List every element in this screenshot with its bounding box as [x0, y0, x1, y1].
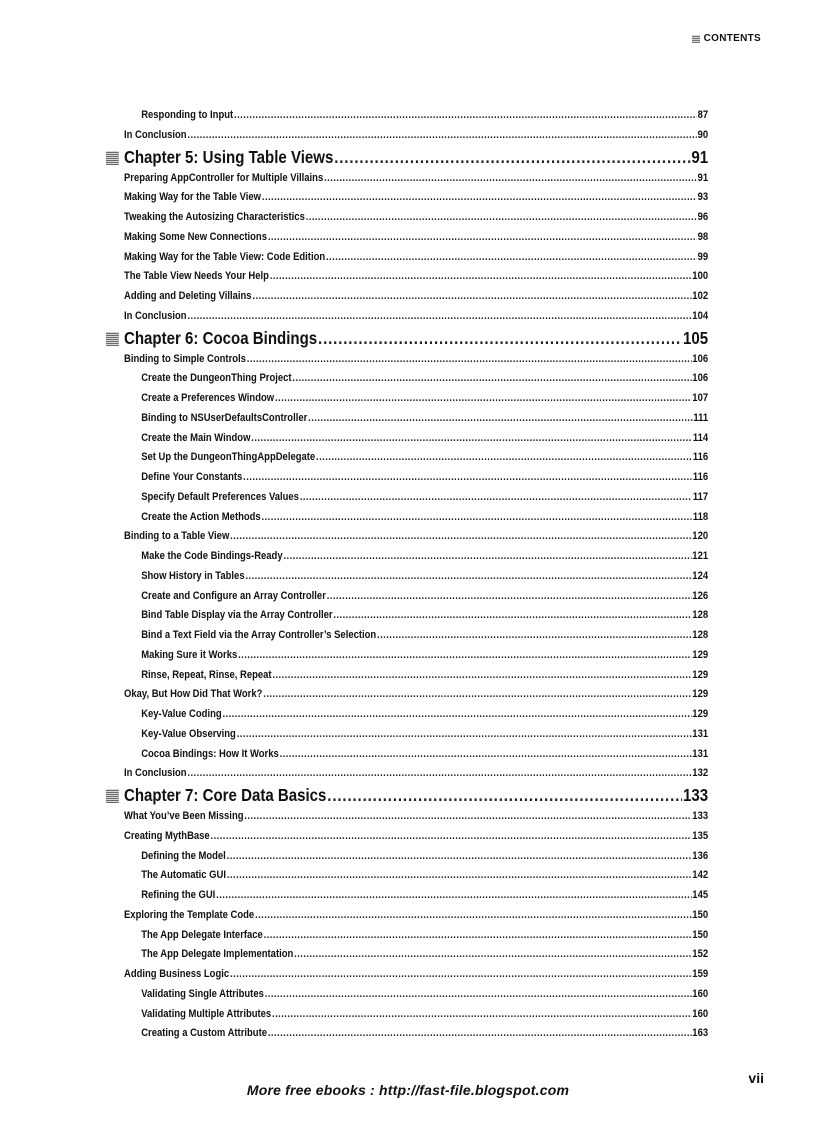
- dot-leader: [243, 468, 692, 488]
- toc-page: 116: [692, 471, 709, 483]
- toc-page: 102: [692, 290, 709, 302]
- toc-page: 87: [697, 109, 709, 121]
- toc-entry-row[interactable]: [124, 169, 708, 189]
- toc-entry-row[interactable]: [124, 369, 708, 389]
- dot-leader: [283, 547, 691, 567]
- dot-leader: [327, 784, 682, 807]
- table-of-contents: [124, 106, 708, 1044]
- chapter-square-icon: [106, 789, 119, 803]
- dot-leader: [263, 685, 691, 705]
- toc-page: 111: [693, 411, 709, 424]
- toc-page: 150: [692, 928, 709, 941]
- dot-leader: [252, 287, 691, 307]
- dot-leader: [211, 827, 692, 847]
- dot-leader: [324, 169, 697, 189]
- toc-page: 142: [692, 869, 709, 882]
- toc-title: The Table View Needs Your Help: [124, 270, 269, 283]
- toc-page: 129: [692, 708, 709, 720]
- toc-entry-row[interactable]: [124, 606, 708, 626]
- toc-title: The App Delegate Implementation: [141, 948, 294, 961]
- toc-entry-row[interactable]: [124, 267, 708, 287]
- toc-title: Specify Default Preferences Values: [141, 490, 299, 503]
- toc-page: 100: [692, 270, 709, 283]
- toc-entry-row[interactable]: [124, 307, 708, 327]
- toc-entry-row[interactable]: [124, 448, 708, 468]
- dot-leader: [308, 409, 692, 429]
- dot-leader: [262, 508, 692, 528]
- toc-page: 159: [692, 968, 709, 980]
- toc-title: Make the Code Bindings-Ready: [141, 550, 283, 562]
- toc-page: 129: [692, 668, 709, 681]
- toc-title: Validating Multiple Attributes: [141, 1007, 272, 1020]
- toc-page: 107: [692, 392, 709, 404]
- dot-leader: [187, 307, 691, 327]
- toc-page: 160: [692, 987, 709, 1000]
- dot-leader: [187, 764, 691, 784]
- toc-title: Key-Value Coding: [141, 708, 222, 720]
- dot-leader: [262, 188, 697, 208]
- dot-leader: [334, 146, 690, 169]
- toc-title: Adding and Deleting Villains: [124, 290, 252, 302]
- chapter-square-icon: [106, 151, 119, 165]
- toc-entry-row[interactable]: [124, 1005, 708, 1025]
- toc-title: Chapter 7: Core Data Basics: [124, 785, 327, 805]
- toc-page: 90: [697, 128, 709, 141]
- toc-title: Create the Action Methods: [141, 510, 261, 523]
- toc-title: Creating a Custom Attribute: [141, 1027, 267, 1040]
- toc-entry-row[interactable]: [124, 886, 708, 906]
- toc-entry-row[interactable]: [124, 945, 708, 965]
- toc-title: Cocoa Bindings: How It Works: [141, 747, 279, 760]
- toc-entry-row[interactable]: [124, 287, 708, 307]
- toc-page: 105: [682, 327, 709, 348]
- dot-leader: [230, 527, 691, 547]
- dot-leader: [265, 985, 692, 1005]
- dot-leader: [230, 965, 691, 985]
- toc-page: 117: [692, 490, 709, 503]
- toc-title: Set Up the DungeonThingAppDelegate: [141, 451, 316, 464]
- toc-title: The App Delegate Interface: [141, 928, 263, 941]
- toc-page: 91: [697, 171, 709, 184]
- toc-page: 163: [692, 1027, 709, 1040]
- toc-title: Chapter 6: Cocoa Bindings: [124, 327, 318, 348]
- toc-title: Create and Configure an Array Controller: [141, 589, 326, 602]
- toc-page: 116: [692, 451, 709, 464]
- toc-entry-row[interactable]: [124, 106, 708, 126]
- toc-page: 104: [692, 309, 709, 322]
- toc-page: 136: [692, 849, 709, 862]
- toc-title: Preparing AppController for Multiple Villains: [124, 171, 324, 184]
- toc-page: 135: [692, 829, 709, 842]
- toc-entry-row[interactable]: [124, 965, 708, 985]
- toc-entry-row[interactable]: [124, 866, 708, 886]
- dot-leader: [326, 248, 697, 268]
- toc-page: 133: [692, 810, 709, 822]
- dot-leader: [216, 886, 691, 906]
- dot-leader: [227, 847, 692, 867]
- dot-leader: [268, 1024, 692, 1044]
- toc-chapter-row[interactable]: [124, 327, 708, 350]
- toc-entry-row[interactable]: [124, 685, 708, 705]
- dot-leader: [294, 945, 691, 965]
- toc-page: 91: [691, 146, 709, 167]
- toc-title: Create the Main Window: [141, 431, 251, 444]
- toc-title: In Conclusion: [124, 309, 187, 322]
- toc-title: Show History in Tables: [141, 569, 245, 582]
- toc-title: Rinse, Repeat, Rinse, Repeat: [141, 668, 272, 681]
- toc-title: Making Way for the Table View: [124, 191, 262, 204]
- toc-page: 99: [697, 250, 709, 263]
- toc-title: Create the DungeonThing Project: [141, 372, 292, 385]
- dot-leader: [280, 745, 692, 765]
- toc-title: Defining the Model: [141, 849, 226, 862]
- dot-leader: [333, 606, 691, 626]
- dot-leader: [272, 1005, 691, 1025]
- running-header: [692, 33, 761, 44]
- dot-leader: [244, 807, 691, 827]
- toc-title: Bind Table Display via the Array Controller: [141, 609, 333, 622]
- toc-entry-row[interactable]: [124, 1024, 708, 1044]
- toc-page: 106: [692, 352, 709, 365]
- header-label: CONTENTS: [703, 33, 761, 44]
- dot-leader: [318, 327, 682, 350]
- toc-page: 145: [692, 889, 709, 901]
- toc-entry-row[interactable]: [124, 429, 708, 449]
- toc-title: Define Your Constants: [141, 471, 243, 483]
- toc-page: 131: [692, 747, 709, 760]
- toc-title: Key-Value Observing: [141, 727, 236, 740]
- dot-leader: [264, 926, 692, 946]
- toc-page: 121: [692, 550, 709, 562]
- toc-page: 150: [692, 908, 709, 921]
- toc-page: 129: [692, 688, 709, 701]
- toc-entry-row[interactable]: [124, 228, 708, 248]
- dot-leader: [268, 228, 697, 248]
- toc-entry-row[interactable]: [124, 906, 708, 926]
- dot-leader: [300, 488, 692, 508]
- dot-leader: [247, 350, 692, 370]
- dot-leader: [227, 866, 692, 886]
- toc-entry-row[interactable]: [124, 764, 708, 784]
- toc-entry-row[interactable]: [124, 725, 708, 745]
- dot-leader: [187, 126, 696, 146]
- toc-title: Binding to NSUserDefaultsController: [141, 411, 308, 424]
- toc-title: Creating MythBase: [124, 829, 210, 842]
- dot-leader: [237, 725, 692, 745]
- toc-title: Making Way for the Table View: Code Edition: [124, 250, 326, 263]
- toc-entry-row[interactable]: [124, 705, 708, 725]
- toc-entry-row[interactable]: [124, 508, 708, 528]
- toc-entry-row[interactable]: [124, 626, 708, 646]
- toc-title: In Conclusion: [124, 767, 187, 780]
- toc-entry-row[interactable]: [124, 985, 708, 1005]
- dot-leader: [316, 448, 692, 468]
- toc-entry-row[interactable]: [124, 527, 708, 547]
- toc-entry-row[interactable]: [124, 248, 708, 268]
- dot-leader: [255, 906, 691, 926]
- toc-page: 131: [692, 727, 709, 740]
- toc-title: What You’ve Been Missing: [124, 810, 244, 822]
- toc-entry-row[interactable]: [124, 468, 708, 488]
- toc-entry-row[interactable]: [124, 807, 708, 827]
- toc-chapter-row[interactable]: [124, 146, 708, 169]
- toc-title: Tweaking the Autosizing Characteristics: [124, 211, 305, 223]
- toc-title: Adding Business Logic: [124, 968, 230, 980]
- dot-leader: [251, 429, 692, 449]
- dot-leader: [377, 626, 691, 646]
- toc-entry-row[interactable]: [124, 827, 708, 847]
- dot-leader: [306, 208, 697, 228]
- toc-entry-row[interactable]: [124, 587, 708, 607]
- toc-page: 133: [682, 785, 709, 805]
- dot-leader: [327, 587, 692, 607]
- toc-title: Create a Preferences Window: [141, 392, 275, 404]
- chapter-square-icon: [106, 332, 119, 346]
- toc-entry-row[interactable]: [124, 208, 708, 228]
- toc-title: Binding to Simple Controls: [124, 352, 246, 365]
- toc-entry-row[interactable]: [124, 926, 708, 946]
- toc-page: 118: [692, 510, 709, 523]
- toc-page: 93: [697, 191, 709, 204]
- toc-entry-row[interactable]: [124, 847, 708, 867]
- toc-page: 96: [697, 211, 709, 223]
- toc-chapter-row[interactable]: [124, 784, 708, 807]
- dot-leader: [222, 705, 691, 725]
- toc-entry-row[interactable]: [124, 547, 708, 567]
- toc-entry-row[interactable]: [124, 409, 708, 429]
- footer-link[interactable]: More free ebooks : http://fast-file.blogspot.com: [246, 1082, 570, 1098]
- page-number: vii: [748, 1070, 764, 1086]
- dot-leader: [270, 267, 692, 287]
- toc-entry-row[interactable]: [124, 745, 708, 765]
- dot-leader: [292, 369, 691, 389]
- toc-title: Chapter 5: Using Table Views: [124, 146, 334, 167]
- toc-page: 152: [692, 948, 709, 961]
- toc-page: 132: [692, 767, 709, 780]
- toc-title: In Conclusion: [124, 128, 187, 141]
- toc-entry-row[interactable]: [124, 567, 708, 587]
- toc-title: Bind a Text Field via the Array Controller’s Selection: [141, 629, 377, 641]
- toc-title: Making Sure it Works: [141, 648, 238, 661]
- toc-page: 160: [692, 1007, 709, 1020]
- toc-title: The Automatic GUI: [141, 869, 227, 882]
- toc-title: Refining the GUI: [141, 889, 216, 901]
- toc-title: Validating Single Attributes: [141, 987, 264, 1000]
- toc-title: Okay, But How Did That Work?: [124, 688, 263, 701]
- toc-entry-row[interactable]: [124, 646, 708, 666]
- toc-page: 126: [692, 589, 709, 602]
- toc-entry-row[interactable]: [124, 488, 708, 508]
- toc-entry-row[interactable]: [124, 126, 708, 146]
- toc-page: 128: [692, 629, 709, 641]
- toc-title: Binding to a Table View: [124, 530, 230, 543]
- toc-page: 106: [692, 372, 709, 385]
- dot-leader: [272, 666, 691, 686]
- toc-page: 128: [692, 609, 709, 622]
- toc-entry-row[interactable]: [124, 666, 708, 686]
- toc-entry-row[interactable]: [124, 389, 708, 409]
- dot-leader: [234, 106, 697, 126]
- toc-page: 120: [692, 530, 709, 543]
- toc-page: 129: [692, 648, 709, 661]
- dot-leader: [275, 389, 691, 409]
- toc-entry-row[interactable]: [124, 350, 708, 370]
- toc-page: 124: [692, 569, 709, 582]
- toc-entry-row[interactable]: [124, 188, 708, 208]
- toc-page: 98: [697, 230, 709, 243]
- toc-title: Making Some New Connections: [124, 230, 267, 243]
- toc-title: Responding to Input: [141, 109, 234, 121]
- toc-title: Exploring the Template Code: [124, 908, 255, 921]
- dot-leader: [238, 646, 691, 666]
- toc-page: 114: [692, 431, 709, 444]
- dot-leader: [245, 567, 691, 587]
- header-square-icon: [692, 35, 700, 43]
